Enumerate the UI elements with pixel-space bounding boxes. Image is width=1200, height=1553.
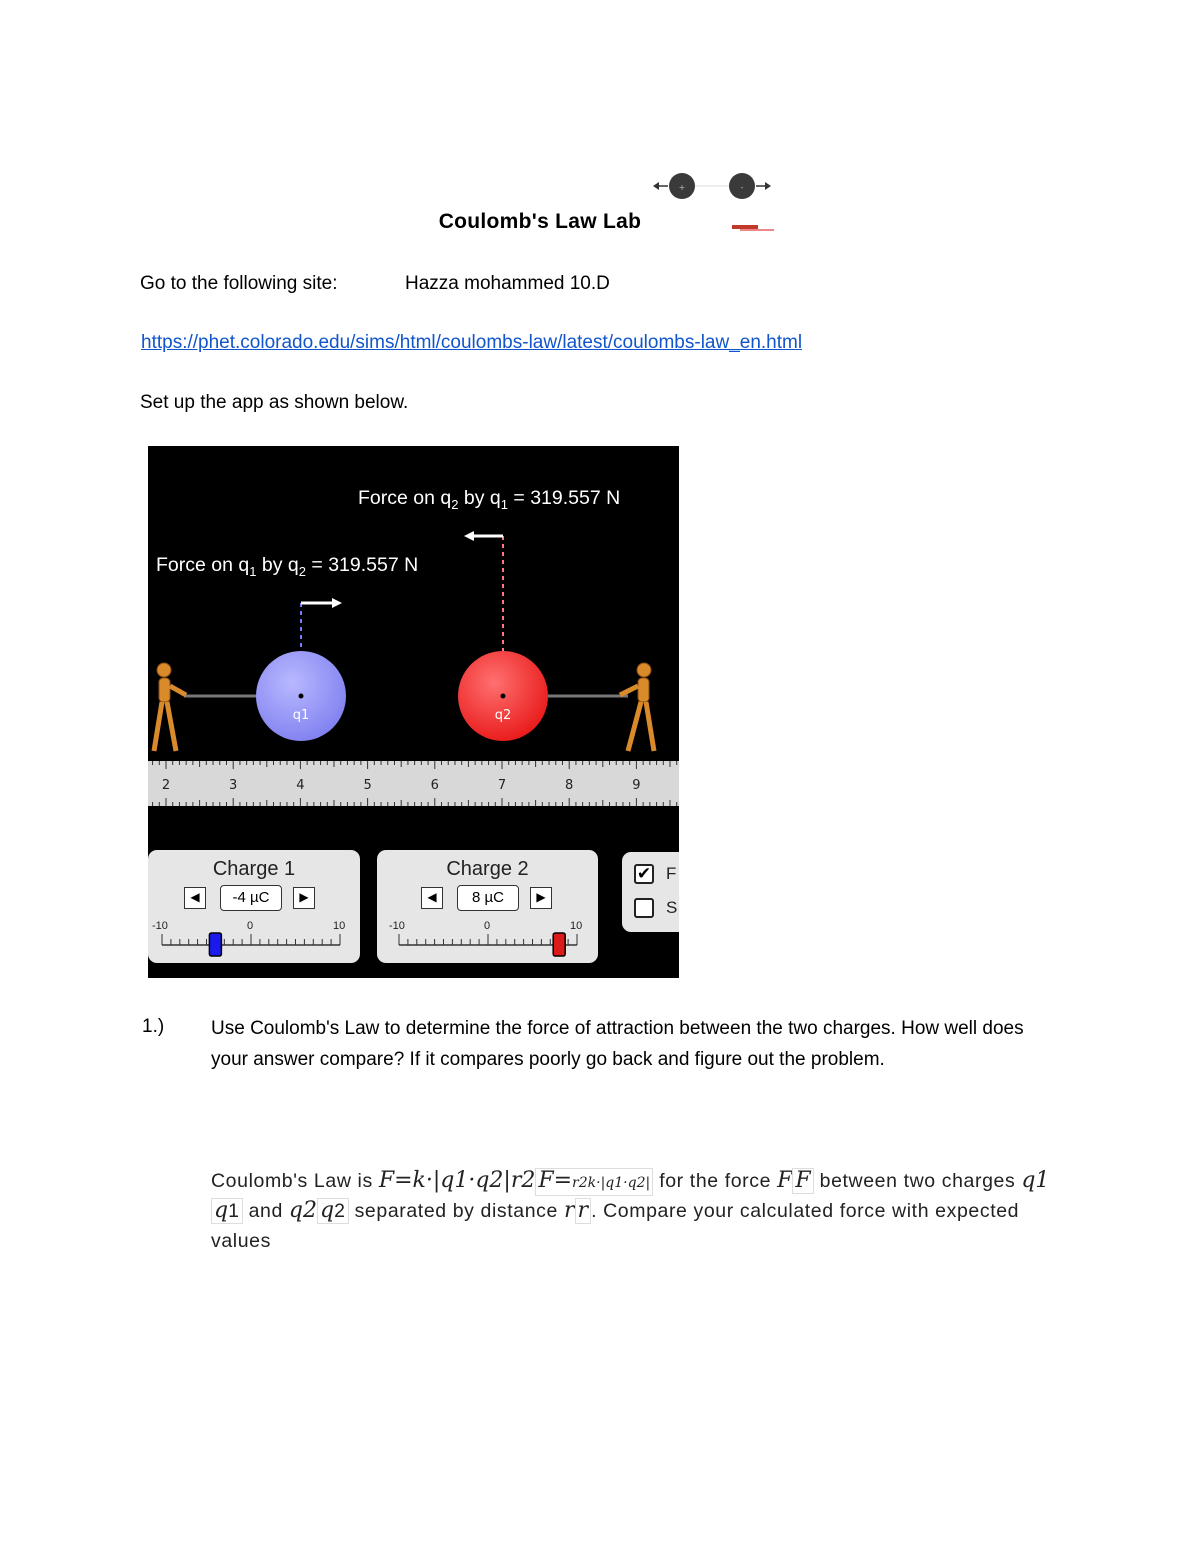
q1-label: q1 [292,708,310,723]
phet-link[interactable]: https://phet.colorado.edu/sims/html/coulombs-law/latest/coulombs-law_en.html [141,332,803,353]
charge2-decrease-button[interactable]: ◀ [421,887,443,909]
coulomb-logo-icon [650,170,775,205]
force-values-checkbox[interactable]: ✔ [634,864,654,884]
charge2-title: Charge 2 [446,858,529,880]
force-label-q1: Force on $q_1$ by $q_2 = 319.557$ N [156,554,419,579]
page-title: Coulomb's Law Lab [438,210,642,233]
ruler-label: 2 [161,778,171,793]
charge2-value[interactable]: 8 µC [457,885,519,911]
charge1-min: -10 [152,920,168,932]
scientific-notation-label: S [666,898,678,917]
svg-text:+: + [678,183,686,192]
ruler-label: 9 [632,778,641,793]
ruler[interactable] [148,761,679,806]
charge1-value[interactable]: -4 µC [220,885,282,911]
formula-paragraph: Coulomb's Law is F=k·|q1·q2|r2 F=r2k·|q1·q2| for the force F F between two charges q1q1 and q2 q2 separated by distance r r . Compare your calculated force with expected values [211,1168,1050,1252]
ruler-label: 3 [229,778,238,793]
student-name: Hazza mohammed 10.D [405,273,610,294]
simulation-screenshot [148,446,679,978]
ruler-label: 5 [363,778,372,793]
charge-q1[interactable] [256,651,346,741]
charge1-max: 10 [333,920,346,932]
charge2-max: 10 [570,920,583,932]
charge1-mid: 0 [247,920,254,932]
ruler-label: 4 [296,778,305,793]
charge2-slider-thumb[interactable] [553,933,565,956]
ruler-label: 7 [497,778,507,793]
charge2-mid: 0 [484,920,491,932]
right-puller-icon [620,663,654,751]
q2-label: q2 [494,708,512,723]
scientific-notation-checkbox[interactable] [634,898,654,918]
setup-text: Set up the app as shown below. [140,392,409,413]
question-text: Use Coulomb's Law to determine the force of attraction between the two charges. How well does your answer compare? If it compares poorly go back and figure out the problem. [211,1018,1024,1070]
ruler-label: 6 [430,778,439,793]
options-panel [622,852,679,932]
charge1-slider-thumb[interactable] [209,933,221,956]
force-values-label: F [666,864,677,883]
ruler-label: 8 [565,778,574,793]
force-label-q2: Force on $q_2$ by $q_1 = 319.557$ N [358,487,621,512]
charge2-min: -10 [389,920,405,932]
left-puller-icon [154,663,186,751]
charge1-title: Charge 1 [212,858,296,880]
charge2-panel [377,850,598,963]
question-number: 1.) [142,1016,165,1037]
charge1-decrease-button[interactable]: ◀ [184,887,206,909]
charge2-slider[interactable] [377,930,598,960]
charge2-increase-button[interactable]: ▶ [530,887,552,909]
intro-text: Go to the following site: [140,273,338,294]
charge1-slider[interactable] [148,930,360,960]
charge1-increase-button[interactable]: ▶ [293,887,315,909]
svg-text:-: - [740,183,744,192]
charge-q2[interactable] [458,651,548,741]
coulomb-formula: F=k·|q1·q2|r2 [378,1168,536,1193]
charge1-panel [148,850,360,963]
